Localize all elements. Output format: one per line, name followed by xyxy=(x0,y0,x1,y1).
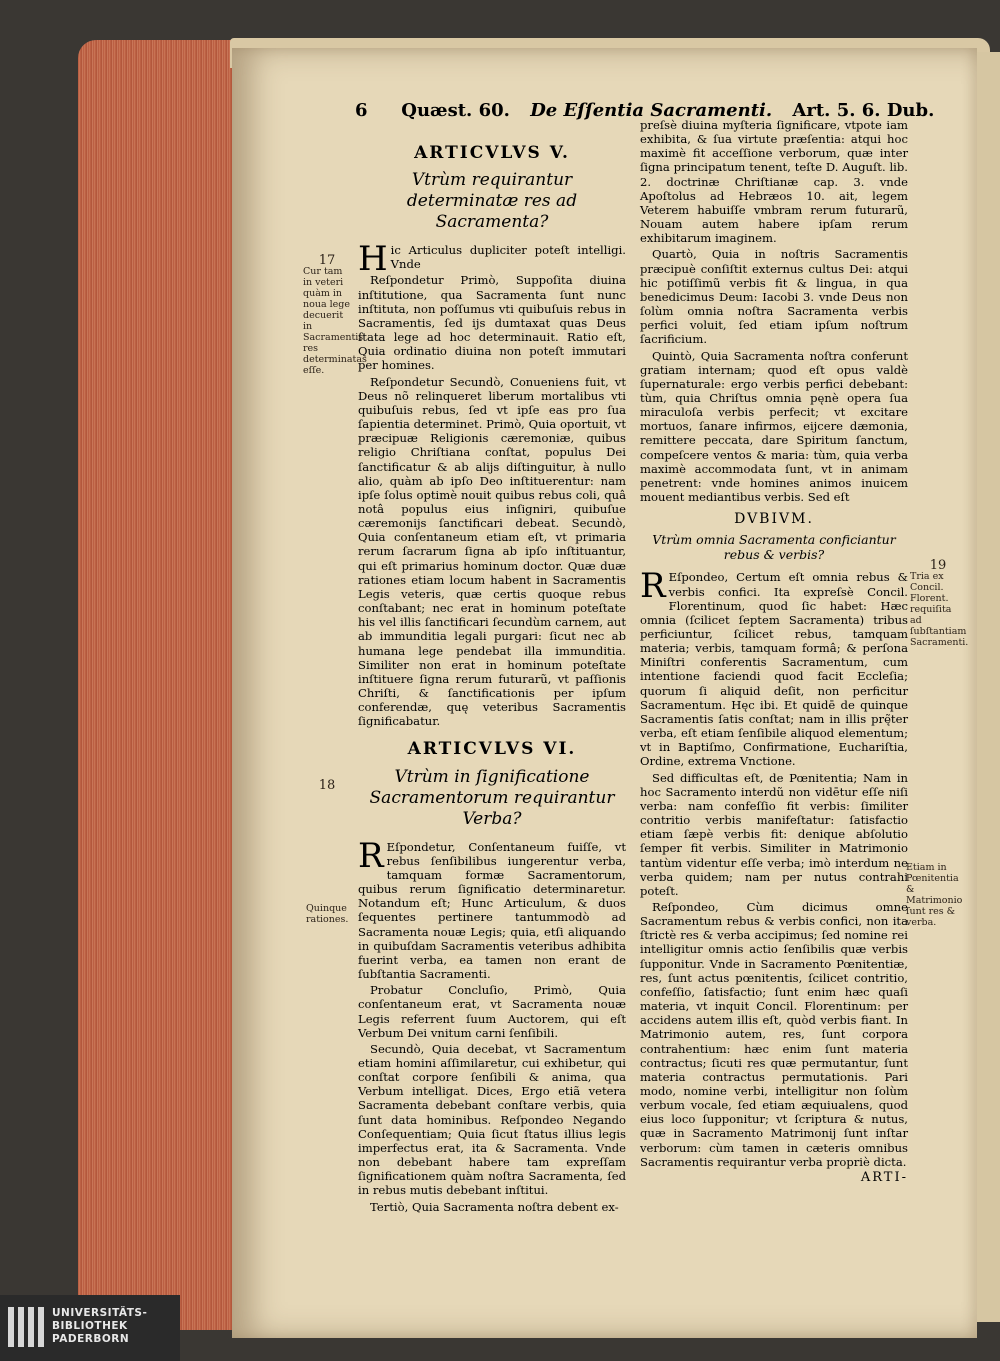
paragraph: R Eſpondeo, Certum eſt omnia rebus & verbis confici. Ita expreſsè Concil. Florentinum, quod ſic habet: Hæc omnia (ſcilicet ſeptem Sacramenta) tribus perficiuntur, ſcilicet rebus, tamquam materia; verbis, tamquam formâ; & perſona Miniſtri conferentis Sacramentum, cum intentione faciendi quod facit Eccleſia; quorum ſi aliquid deſit, non perficitur Sacramentum. Hęc ibi. Et quidē de quinque Sacramentis ſatis conſtat; nam in illis prę̃ter verba, eſt etiam ſenſibile aliquod elementum; vt in Baptiſmo, Confirmatione, Euchariſtia, Ordine, extrema Vnctione. xyxy=(640,566,908,769)
article-5-heading: ARTICVLVS V. xyxy=(414,143,570,163)
catchword: ARTI- xyxy=(860,1169,908,1185)
article-5-title: Vtrùm requirantur determinatæ res ad Sacramenta? xyxy=(406,170,578,233)
paragraph: preſsè diuina myſteria ſignificare, vtpote iam exhibita, & ſua virtute præſentia: atqui hoc maximè fit acceſſione verborum, quæ inter ſigna principatum tenent, teſte D. Auguſt. lib. 2. doctrinæ Chriſtianæ cap. 3. vnde Apoſtolus ad Hebræos 10. ait, legem Veterem habuiſſe vmbram rerum futurarũ, Nouam autem habere ipſam rerum exhibitarum imaginem. xyxy=(640,118,908,246)
library-logo xyxy=(0,1295,180,1361)
paragraph: Quartò, Quia in noſtris Sacramentis præcipuè conſiſtit externus cultus Dei: atqui hic potiſſimũ verbis fit & lingua, in qua benedicimus Deum: Iacobi 3. vnde Deus non ſolùm omnia noſtra Sacramenta verbis perfici voluit, ſed etiam ipſum noſtrum ſacrificium. xyxy=(640,247,908,347)
article-6-heading: ARTICVLVS VI. xyxy=(407,739,577,760)
book-page-edges xyxy=(78,40,248,1330)
paragraph: Secundò, Quia decebat, vt Sacramentum etiam homini aſſimilaretur, cui exhibetur, qui conſtat corpore ſenſibili & anima, qua Verbum intelligat. Dices, Ergo etiã vetera Sacramenta debebant conſtare verbis, quia ſunt data hominibus. Reſpondeo Negando Conſequentiam; Quia ſicut ſtatus illius legis imperfectus erat, ita & Sacramenta. Vnde non debebant habere tam expreſſam ſignificationem quàm noſtra Sacramenta, ſed in rebus mutis debebant inſtitui. xyxy=(358,1041,626,1198)
library-name-line-3: PADERBORN xyxy=(52,1333,130,1345)
article-6-title: Vtrùm in ſignificatione Sacramentorum requirantur Verba? xyxy=(369,766,615,829)
dubium-heading: DVBIVM. xyxy=(734,511,814,528)
margin-note-18 xyxy=(312,780,342,791)
paragraph: Reſpondetur Primò, Suppoſita diuina inſtitutione, qua Sacramenta ſunt nunc inſtituta, non poſſumus vti quibuſuis rebus in Sacramentis, ſed ijs dumtaxat quas Deus ſtata lege ad hoc determinauit. Ratio eſt, Quia ordinatio diuina non poteſt immutari per homines. xyxy=(358,273,626,373)
paragraph: Reſpondetur Secundò, Conueniens fuit, vt Deus nõ relinqueret liberum mortalibus vti quibuſuis rebus, ſed vt ipſe eas pro ſua ſapientia determinet. Primò, Quia oportuit, vt præcipuæ Religionis cæremoniæ, quibus religio Chriſtiana conſtat, populus Dei ſanctificatur & ab alijs diſtinguitur, à nullo alio, quàm ab ipſo Deo inſtituerentur: nam ipſe ſolus optimè nouit quibus rebus coli, quâ notâ populus eius inſigniri, quibuſue cæremonijs ſanctificari debeat. Secundò, Quia conſentaneum etiam eſt, vt primaria rerum ſacrarum ſigna ab ipſo inſtituantur, qui eſt primarius hominum doctor. Quæ duæ rationes etiam locum habent in Sacramentis Legis veteris, quæ certis quoque rebus conſtabant; nec erat in hominum poteſtate his vel illis ſanctificari ſecundùm carnem, aut ab immunditia legali purgari: ſicut nec ab humana lege pendebat illa immunditia. Similiter non erat in hominum poteſtate inſtituere ſigna rerum futurarũ, vt paſſionis Chriſti, & ſanctificationis per ipſum conferendæ, quę veteribus Sacramentis ſignificabatur. xyxy=(358,374,626,729)
margin-number: 18 xyxy=(318,778,336,793)
right-column xyxy=(640,118,908,1185)
next-page-edge xyxy=(977,52,1000,1322)
paragraph: Sed difficultas eſt, de Pœnitentia; Nam in hoc Sacramento interdũ non vidētur eſſe niſi verba: nam confeſſio fit verbis: ſimiliter contritio verbis manifeſtatur: ſatisfactio etiam ſæpè verbis fit: denique abſolutio ſemper fit verbis. Similiter in Matrimonio tantùm videntur eſſe verba; imò interdum ne verba quidem; nam per nutus contrahi poteſt. xyxy=(640,770,908,898)
question-label: Quæst. 60. xyxy=(401,100,510,121)
margin-note-17 xyxy=(303,253,367,376)
paragraph: Hic Articulus dupliciter poteſt intelligi. Vnde xyxy=(358,239,626,280)
margin-note-quinque: Quinque rationes. xyxy=(306,903,349,925)
paragraph: Quintò, Quia Sacramenta noſtra conferunt gratiam internam; quod eſt opus valdè ſupernaturale: ergo verbis perfici debebant: tùm, quia Chriſtus omnia pęnè opera ſua miraculoſa verbis perfecit; vt excitare mortuos, ſanare infirmos, eijcere dæmonia, remittere peccata, dare Spiritum ſanctum, compeſcere ventos & maria: tùm, quia verba maximè accommodata ſunt, vt in animam penetrent: vnde homines animos inuicem mouent mediantibus verbis. Sed eſt xyxy=(640,348,908,505)
left-column xyxy=(358,140,626,1216)
paragraph: Probatur Concluſio, Primò, Quia conſentaneum erat, vt Sacramenta nouæ Legis referrent ſuum Auctorem, qui eſt Verbum Dei vnitum carni ſenſibili. xyxy=(358,983,626,1040)
margin-note-text: Cur tam in veteri quàm in noua lege decuerit in Sacramentis res determinatas eſſe. xyxy=(303,266,367,376)
library-name-line-1: UNIVERSITÄTS- xyxy=(52,1307,148,1319)
margin-number: 17 xyxy=(318,253,336,268)
paragraph: Reſpondeo, Cùm dicimus omne Sacramentum rebus & verbis confici, non ita ſtrictè res & verba accipimus; ſed nomine rei intelligitur omnis actio ſenſibilis quæ verbis ſupponitur. Vnde in Sacramento Pœnitentiæ, res, ſunt actus pœnitentis, ſcilicet contritio, confeſſio, ſatisfactio; ſunt enim hæc quaſi materia, vt inquit Concil. Florentinum: per accidens autem illis eſt, quòd verbis fiant. In Matrimonio autem, res, ſunt corpora contrahentium: hæc enim ſunt materia contractus; ſicuti res quæ permutantur, ſunt materia contractus permutationis. Pari modo, nomine verbi, intelligitur non ſolùm verbum vocale, ſed etiam æquiualens, quod eius loco ſupponitur; vt ſcriptura & nutus, quæ in Sacramento Matrimonij ſunt inſtar verborum: cùm tamen in cæteris omnibus Sacramentis requirantur verba propriè dicta. xyxy=(640,899,908,1169)
margin-number: 19 xyxy=(929,558,947,573)
library-emblem-icon xyxy=(6,1305,46,1349)
margin-note-19 xyxy=(910,558,969,648)
margin-note-etiam: Etiam in Pœnitentia & Matrimonio ſunt res & verba. xyxy=(906,862,963,928)
library-name-line-2: BIBLIOTHEK xyxy=(52,1320,128,1332)
drop-cap: R xyxy=(640,566,666,607)
header-title: De Eſſentia Sacramenti. xyxy=(530,100,773,121)
page-number: 6 xyxy=(355,100,368,121)
drop-cap: R xyxy=(358,835,384,876)
article-range: Art. 5. 6. Dub. xyxy=(792,100,935,121)
margin-note-text: Tria ex Concil. Florent. requiſita ad ſubſtantiam Sacramenti. xyxy=(910,571,969,648)
drop-cap: H xyxy=(358,239,388,280)
paragraph: R Eſpondetur, Conſentaneum fuiſſe, vt rebus ſenſibilibus iungerentur verba, tamquam formæ Sacramentorum, quibus rerum ſignificatio determinaretur. Notandum eſt; Hunc Articulum, & duos ſequentes pertinere tantummodò ad Sacramenta nouæ Legis; quia, etſi aliquando in quibuſdam Sacramentis veteribus adhibita fuerint verba, ea tamen non erant de ſubſtantia Sacramenti. xyxy=(358,835,626,982)
dubium-title: Vtrùm omnia Sacramenta conficiantur rebus & verbis? xyxy=(652,532,896,563)
paragraph: Tertiò, Quia Sacramenta noſtra debent ex- xyxy=(370,1199,619,1214)
